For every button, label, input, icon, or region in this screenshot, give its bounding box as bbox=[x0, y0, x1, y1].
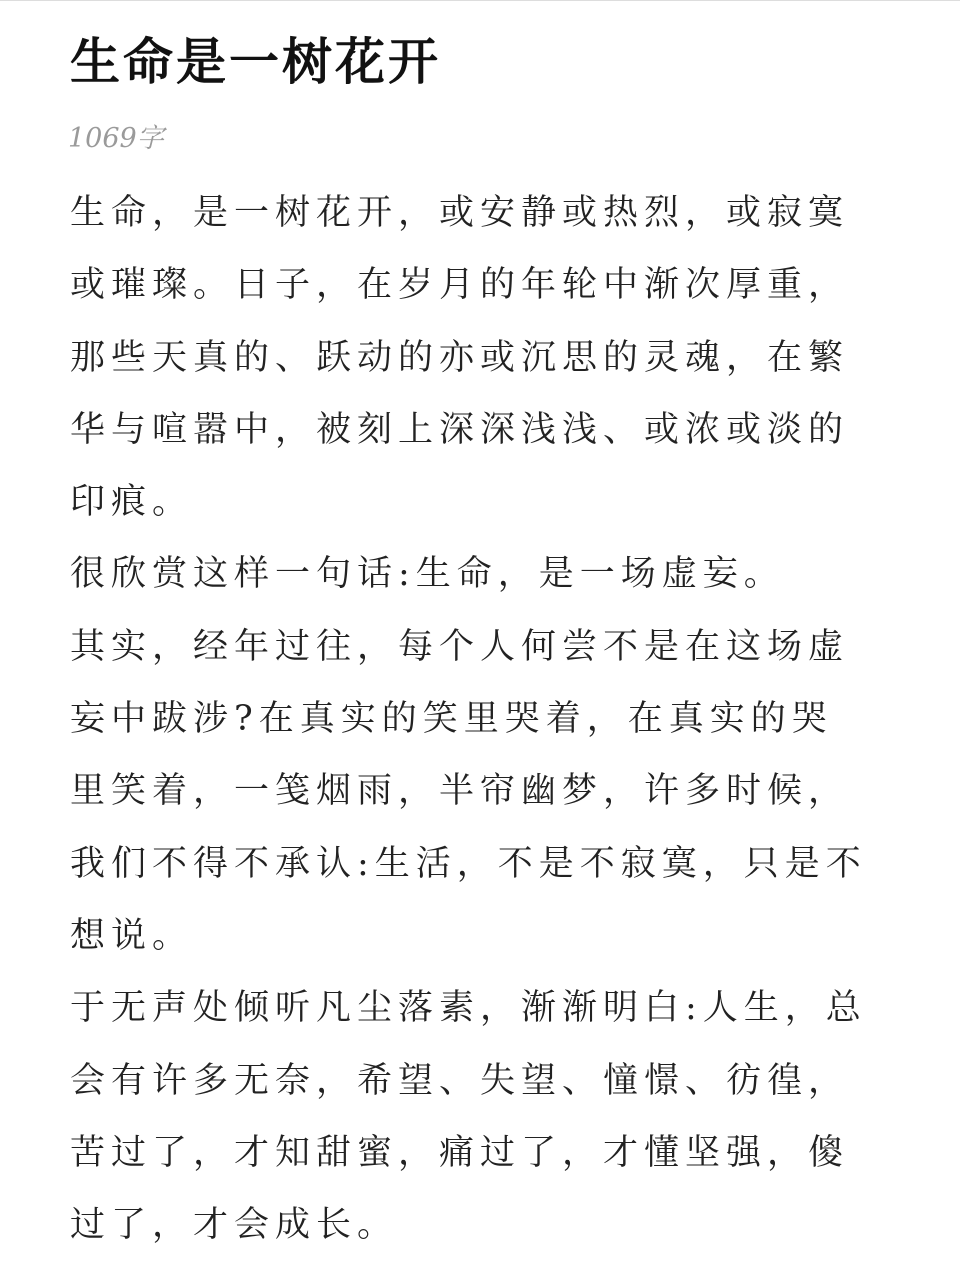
text-line: 过了，才会成长。 bbox=[70, 1205, 399, 1246]
text-line: 生命，是一树花开，或安静或热烈，或寂寞 bbox=[70, 193, 850, 233]
text-line: 里笑着，一笺烟雨，半帘幽梦，许多时候， bbox=[70, 771, 850, 812]
text-line: 想说。 bbox=[70, 915, 194, 956]
text-line: 苦过了，才知甜蜜，痛过了，才懂坚强，傻 bbox=[70, 1132, 850, 1173]
word-count: 1069字 bbox=[68, 123, 164, 154]
text-line: 其实，经年过往，每个人何尝不是在这场虚 bbox=[70, 626, 850, 667]
text-line: 或璀璨。日子，在岁月的年轮中渐次厚重， bbox=[70, 265, 850, 306]
article-title: 生命是一树花开 bbox=[70, 32, 441, 91]
text-line: 那些天真的、跃动的亦或沉思的灵魂，在繁 bbox=[70, 337, 850, 378]
article-body bbox=[70, 186, 930, 1270]
text-line: 妄中跋涉?在真实的笑里哭着，在真实的哭 bbox=[70, 699, 833, 740]
top-divider bbox=[0, 0, 960, 1]
text-line: 于无声处倾听凡尘落素，渐渐明白:人生，总 bbox=[70, 988, 867, 1029]
text-line: 印痕。 bbox=[70, 482, 194, 523]
text-line: 会有许多无奈，希望、失望、憧憬、彷徨， bbox=[70, 1060, 850, 1101]
text-line: 我们不得不承认:生活，不是不寂寞，只是不 bbox=[70, 843, 867, 884]
text-line: 很欣赏这样一句话:生命，是一场虚妄。 bbox=[70, 554, 785, 595]
text-line: 华与喧嚣中，被刻上深深浅浅、或浓或淡的 bbox=[70, 409, 850, 450]
